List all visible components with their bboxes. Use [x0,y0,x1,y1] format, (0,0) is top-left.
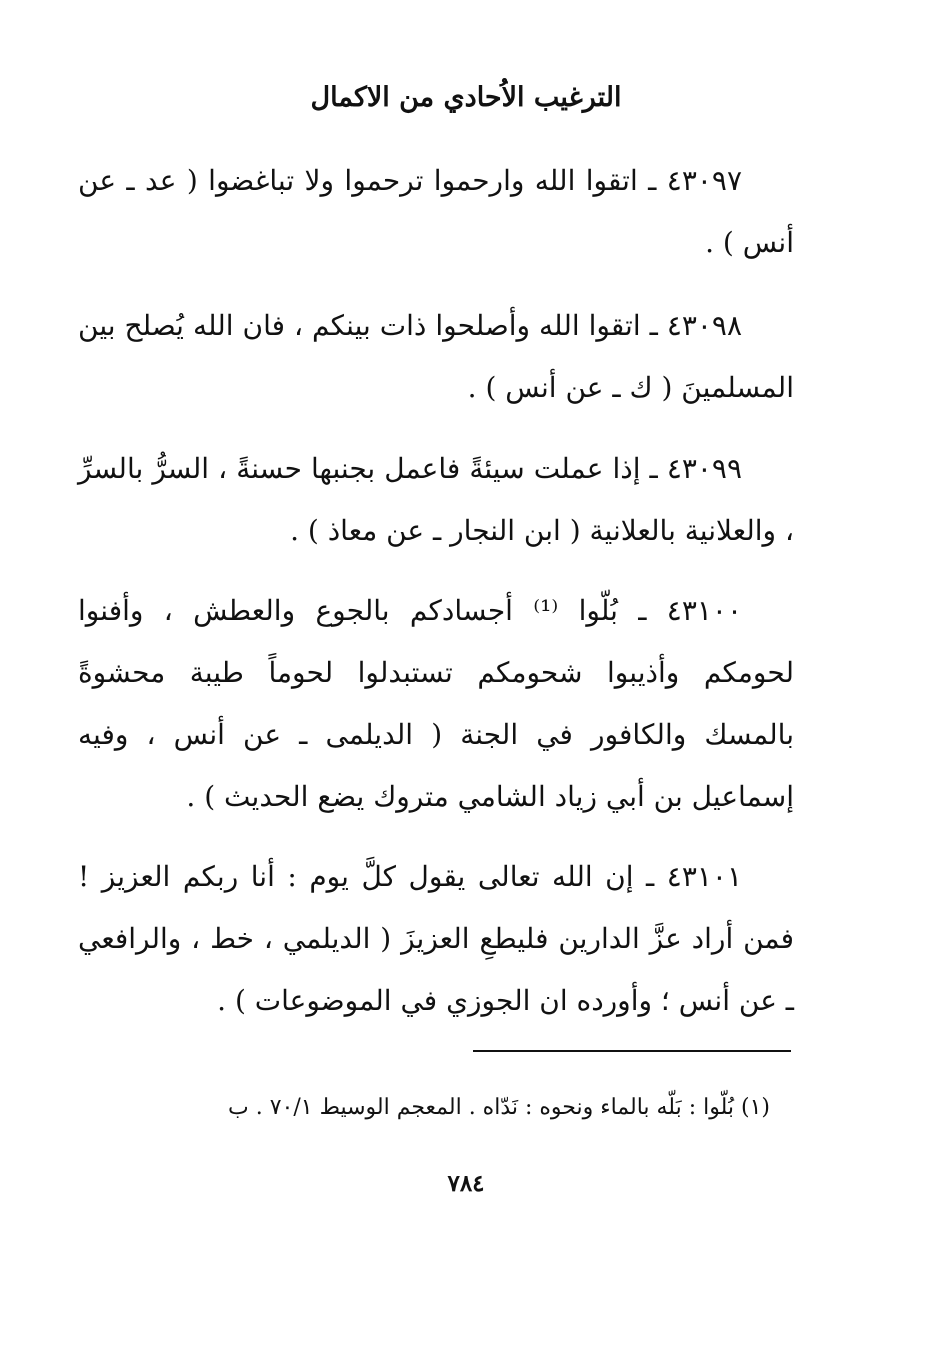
entry-number: ٤٣١٠٠ [666,594,742,627]
entry-number: ٤٣٠٩٩ [666,452,743,485]
entry-dash: ـ [617,594,647,627]
page-number: ٧٨٤ [447,1170,485,1197]
entry-number: ٤٣١٠١ [666,860,742,893]
hadith-entry [78,295,794,419]
running-head: الترغيب الاُحادي من الاكمال [310,82,622,113]
hadith-entry [78,438,794,562]
entry-number: ٤٣٠٩٧ [666,164,742,197]
entry-text: إذا عملت سيئةً فاعمل بجنبها حسنةً ، السرُّ بالسرِّ ، والعلانية بالعلانية ( ابن النجار ـ عن معاذ ) . [78,452,794,547]
hadith-entry [78,150,794,274]
footnote-divider [473,1050,791,1052]
entry-text: اتقوا الله وأصلحوا ذات بينكم ، فان الله يُصلح بين المسلمينَ ( ك ـ عن أنس ) . [78,309,794,404]
entry-text: اتقوا الله وارحموا ترحموا ولا تباغضوا ( عد ـ عن أنس ) . [78,164,794,259]
footnote: (١) بُلّوا : بَلّه بالماء ونحوه : نَدّاه . المعجم الوسيط ٧٠/١ . ب [228,1095,770,1120]
entry-dash: ـ [633,860,655,893]
entry-dash: ـ [637,164,657,197]
hadith-entry [78,580,794,828]
entry-dash: ـ [640,309,658,342]
entry-text: إن الله تعالى يقول كلَّ يوم : أنا ربكم العزيز ! فمن أراد عزَّ الدارين فليطعِ العزيزَ ( الديلمي ، خط ، والرافعي ـ عن أنس ؛ وأورده ان الجوزي في الموضوعات ) . [78,860,794,1017]
entry-text: بُلّوا ⁽¹⁾ أجسادكم بالجوع والعطش ، وأفنوا لحومكم وأذيبوا شحومكم تستبدلوا لحوماً طيبة محشوةً بالمسك والكافور في الجنة ( الديلمى ـ عن أنس ، وفيه إسماعيل بن أبي زياد الشامي متروك يضع الحديث ) . [78,594,794,813]
hadith-entry [78,846,794,1032]
entry-number: ٤٣٠٩٨ [666,309,743,342]
entry-dash: ـ [640,452,658,485]
